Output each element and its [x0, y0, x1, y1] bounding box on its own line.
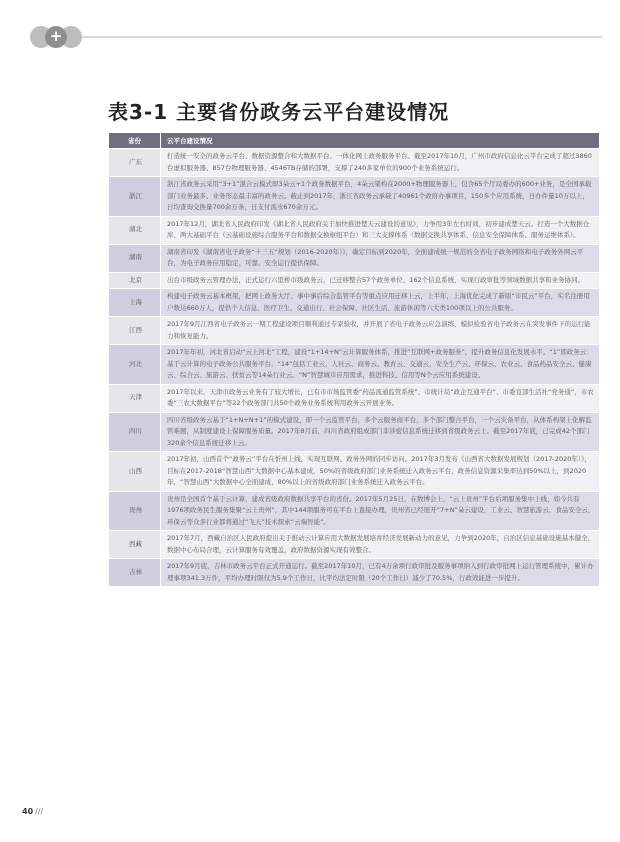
- table-row: [109, 244, 600, 272]
- description-cell: 四川省级政务云基于“1+N+N+1”的模式建设，即一个云监管平台，多个云服务商平台，多个部门整合平台，一个云灾备平台，从体系构架上化解监管难题，从制度建设上保障服务质量。2017年8月前，四川省政府组成部门非涉密信息系统迁移到省级政务云上。截至2017年底，已完成42个部门320余个信息系统迁移上云。: [161, 412, 600, 452]
- table-row: [109, 272, 600, 289]
- description-cell: 浙江省政务云采用“3+1”混合云模式即3朵云+1个政务数据平台，4朵云架构在2000+物理服务器上，包含65个厅局委办的600+业务，是全国承载部门业务最多、业务形态最丰富的政务云。截止到2017年，浙江省政务云承载了40961个政府办事项目，150多个应用系统，日办件量10万以上，日均查询交换量700余万条，日支付流水670余万元。: [161, 177, 600, 217]
- header-rule: [60, 36, 602, 38]
- description-cell: 2017年初，山西首个“政务云”平台在忻州上线，实现互联网、政务外网的同步访问。2017年3月发布《山西省大数据发展规划（2017-2020年）》，目标在2017-2018“智慧山西”大数据中心基本建成，50%的省级政府部门业务系统迁入政务云平台，政务信息资源采集率达到50%以上，到2020年，“智慧山西”大数据中心全面建成，80%以上的省级政府部门业务系统迁入政务云平台。: [161, 452, 600, 492]
- table-row: [109, 345, 600, 385]
- description-cell: 2017年9月底，吉林市政务云平台正式开通运行。截至2017年10月，已有4万余项行政审批及服务事项纳入到行政审批网上运行管理系统中，累计办理事项341.3万件，平均办理时限仅为5.9个工作日，比平均法定时限（20个工作日）减少了70.5%，行政效能进一步提升。: [161, 559, 600, 587]
- description-cell: 2017年年初，河北省启动“云上河北”工程，建设“1+14+N”云计算服务体系，推进“互联网+政务服务”，提升政务信息化发展水平。“1”即政务云：基于云计算的电子政务公共服务平台。“14”包括工业云、人社云、商务云、教育云、交通云、安全生产云、环保云、农业云、食品药品安全云、健康云、综合云、旅游云、扶贫云等14朵行业云。“N”智慧城市应用需求，推进科技、信用等N个云应用系统建设。: [161, 345, 600, 385]
- province-cell: 江西: [109, 317, 161, 345]
- description-cell: 出台市级政务云管理办法，正式运行六里桥市级政务云，已迁移整合57个政务单位、162个信息系统，实现行政审批等领域数据共享和业务协同。: [161, 272, 600, 289]
- description-cell: 构建电子政务云基本框架，把网上政务大厅、事中事后综合监管平台等重点应用迁移上云，上半年，上海优化完成了新版“市民云”平台，实名注册用户数达660万人，提供个人信息、医疗卫生、交通出行、社会保障、社区生活、旅游休闲等六大类100项以上的公共服务。: [161, 289, 600, 317]
- province-cell: 北京: [109, 272, 161, 289]
- table-row: [109, 559, 600, 587]
- province-cell: 四川: [109, 412, 161, 452]
- province-cell: 西藏: [109, 531, 161, 559]
- table-row: [109, 149, 600, 177]
- table-row: [109, 289, 600, 317]
- table-row: [109, 531, 600, 559]
- province-cell: 山西: [109, 452, 161, 492]
- table-row: [109, 317, 600, 345]
- description-cell: 2017年12月，湖北省人民政府印发《湖北省人民政府关于加快推进楚天云建设的意见》，力争用3年左右时间，初步建成楚天云。打造一个大数据仓库、两大基础平台（云基础设施综合服务平台和数据交换枢纽平台）和三大支撑体系（数据交换共享体系、信息安全保障体系、服务运维体系）。: [161, 216, 600, 244]
- table-row: [109, 412, 600, 452]
- header-province: 省份: [109, 133, 161, 149]
- province-table: [108, 132, 600, 587]
- province-cell: 天津: [109, 384, 161, 412]
- description-cell: 2017年以来，天津市政务云业务有了较大增长，已有市市场监管委“药品流通监管系统”、市统计局“政企互通平台”、市委宣部生活社“党务通”，市农委“三农大数据平台”等22个政务部门共50个政务业务系统利用政务云开展业务。: [161, 384, 600, 412]
- description-cell: 打造统一安全的政务云平台、数据资源整合和大数据平台、一体化网上政务服务平台。截至2017年10月，广州市政府信息化云平台完成了超过3860台虚拟服务器、857台物理服务器、4546TB存储的部署，支撑了240多家单位的900个业务系统运行。: [161, 149, 600, 177]
- table-row: [109, 216, 600, 244]
- page-number: 40 ///: [22, 807, 44, 816]
- province-cell: 湖北: [109, 216, 161, 244]
- table-row: [109, 491, 600, 531]
- header-logo: [30, 26, 82, 48]
- table-body: [109, 149, 600, 587]
- description-cell: 湖南省印发《湖南省电子政务“十三五”规划（2016-2020年）》，确定目标到2020年，全面建成统一规范的全省电子政务网络和电子政务外网云平台，为电子政务应用稳定、可靠、安全运行提供保障。: [161, 244, 600, 272]
- table-header-row: [109, 133, 600, 149]
- description-cell: 贵州是全国首个基于云计算，建成省级政府数据共享平台的省份。2017年5月25日，在数博会上，“云上贵州”平台后项服务集中上线，如今共有1976项政务民生服务集聚“云上贵州”，其中144项服务可在平台上直接办理，贵州省已经展开“7+N”朵云建设，工业云、智慧旅游云、食品安全云、环保云等众多行业都将通过“飞天”技术探索“云端智能”。: [161, 491, 600, 531]
- province-cell: 上海: [109, 289, 161, 317]
- province-cell: 河北: [109, 345, 161, 385]
- header-status: 云平台建设情况: [161, 133, 600, 149]
- page-header: [0, 0, 620, 80]
- plus-icon: +: [49, 27, 63, 45]
- province-cell: 贵州: [109, 491, 161, 531]
- province-cell: 广东: [109, 149, 161, 177]
- description-cell: 2017年7月，西藏自治区人民政府提出关于推动云计算应用大数据发展培育经济发展新动力的意见，力争到2020年，自治区信息基础设施基本健全，数据中心布局合理，云计算服务有效覆盖，政府数据资源实现有效整合。: [161, 531, 600, 559]
- province-cell: 湖南: [109, 244, 161, 272]
- province-cell: 浙江: [109, 177, 161, 217]
- table-row: [109, 452, 600, 492]
- description-cell: 2017年9月江西省电子政务云一期工程建设项目顺利通过专家验收，并开展了省电子政务云应急演练，模拟检验省电子政务云在突发事件下的运行能力和恢复能力。: [161, 317, 600, 345]
- page-title: 表3-1 主要省份政务云平台建设情况: [108, 100, 450, 124]
- province-cell: 吉林: [109, 559, 161, 587]
- table-row: [109, 384, 600, 412]
- table-row: [109, 177, 600, 217]
